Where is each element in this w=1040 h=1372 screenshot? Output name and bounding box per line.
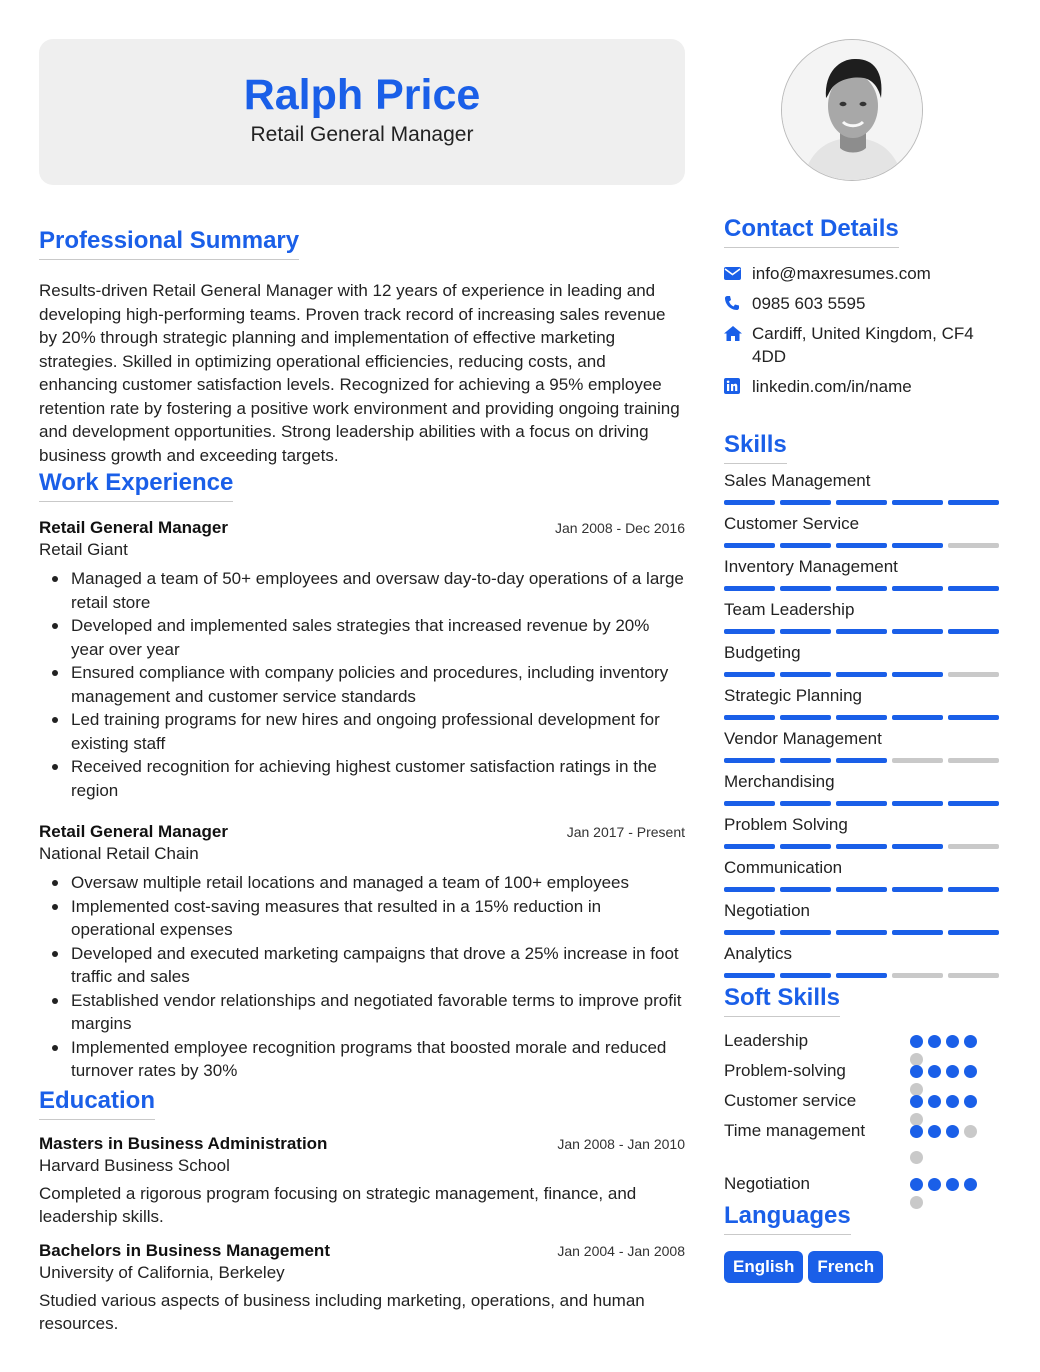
skill-level-segment: [780, 586, 831, 591]
rating-dot: [964, 1065, 977, 1078]
contact-section: [724, 215, 1000, 398]
skill-level-bar: [724, 887, 1000, 892]
skill-level-bar: [724, 930, 1000, 935]
soft-skill-rating: [910, 1065, 982, 1089]
education-heading: Education: [39, 1087, 155, 1120]
skill-level-segment: [836, 930, 887, 935]
skill-item: [724, 513, 1000, 552]
skill-item: [724, 556, 1000, 595]
skill-level-segment: [780, 500, 831, 505]
skill-item: [724, 943, 1000, 982]
summary-section: [39, 227, 685, 467]
contact-linkedin: [724, 375, 1000, 398]
contact-phone: [724, 292, 1000, 315]
skill-level-segment: [948, 543, 999, 548]
skill-level-segment: [780, 672, 831, 677]
skill-level-segment: [892, 887, 943, 892]
list-item: Developed and executed marketing campaigns that drove a 25% increase in foot traffic and sales: [39, 942, 685, 989]
job-date: Jan 2017 - Present: [566, 824, 685, 840]
edu-degree: Masters in Business Administration: [39, 1133, 328, 1153]
skill-level-segment: [892, 844, 943, 849]
skill-level-segment: [836, 543, 887, 548]
skill-level-bar: [724, 629, 1000, 634]
skill-level-segment: [724, 887, 775, 892]
rating-dot: [928, 1035, 941, 1048]
skill-name: Team Leadership: [724, 600, 855, 619]
skill-level-segment: [780, 543, 831, 548]
soft-skill-name: Leadership: [724, 1031, 809, 1050]
phone-text: 0985 603 5595: [752, 294, 866, 313]
edu-school: Harvard Business School: [39, 1155, 230, 1175]
skill-level-segment: [724, 758, 775, 763]
job-entry: [39, 822, 685, 1083]
skill-level-segment: [780, 930, 831, 935]
candidate-name: Ralph Price: [243, 71, 481, 119]
skill-level-segment: [948, 844, 999, 849]
education-section: [39, 1087, 685, 1336]
skill-level-segment: [892, 801, 943, 806]
rating-dot: [910, 1065, 923, 1078]
skill-level-segment: [724, 930, 775, 935]
soft-skill-rating: [910, 1178, 982, 1202]
skill-item: [724, 599, 1000, 638]
home-icon: [724, 322, 752, 344]
soft-skill-item: [724, 1119, 1000, 1172]
rating-dot: [910, 1151, 923, 1164]
skill-level-segment: [780, 887, 831, 892]
skill-level-segment: [948, 629, 999, 634]
rating-dot: [910, 1095, 923, 1108]
skill-name: Strategic Planning: [724, 686, 862, 705]
skill-item: [724, 470, 1000, 509]
languages-heading: Languages: [724, 1202, 851, 1235]
soft-skill-name: Time management: [724, 1121, 866, 1140]
list-item: Led training programs for new hires and ongoing professional development for existing staff: [39, 708, 685, 755]
rating-dot: [964, 1095, 977, 1108]
skill-level-segment: [892, 629, 943, 634]
soft-skill-name: Customer service: [724, 1091, 857, 1110]
skill-level-bar: [724, 973, 1000, 978]
skill-level-segment: [892, 715, 943, 720]
linkedin-icon: [724, 375, 752, 397]
soft-skill-item: [724, 1172, 1000, 1202]
skill-level-bar: [724, 500, 1000, 505]
skill-level-bar: [724, 543, 1000, 548]
skill-name: Communication: [724, 858, 843, 877]
rating-dot: [928, 1065, 941, 1078]
skill-level-segment: [892, 500, 943, 505]
skill-item: [724, 642, 1000, 681]
linkedin-text[interactable]: linkedin.com/in/name: [752, 377, 912, 396]
skill-level-segment: [948, 586, 999, 591]
skill-level-segment: [836, 801, 887, 806]
skill-level-segment: [724, 672, 775, 677]
skill-level-segment: [724, 586, 775, 591]
skill-level-segment: [948, 930, 999, 935]
skill-level-segment: [948, 758, 999, 763]
skill-name: Merchandising: [724, 772, 835, 791]
language-badge: French: [808, 1251, 883, 1283]
skill-item: [724, 728, 1000, 767]
contact-email: [724, 262, 1000, 285]
skill-level-segment: [836, 586, 887, 591]
edu-desc: Studied various aspects of business including marketing, operations, and human resources.: [39, 1290, 645, 1333]
job-date: Jan 2008 - Dec 2016: [555, 520, 685, 536]
skill-level-segment: [892, 672, 943, 677]
skill-item: [724, 857, 1000, 896]
soft-skills-section: [724, 984, 1000, 1202]
summary-text: Results-driven Retail General Manager with 12 years of experience in leading and developing high-performing teams. Proven track record of increasing sales revenue by 20% through strategic planning and implementation of effective marketing strategies. Skilled in optimizing operational efficiencies, reducing costs, and enhancing customer satisfaction levels. Recognized for achieving a 95% employee retention rate by fostering a positive work environment and providing ongoing training and development opportunities. Strong leadership abilities with a focus on driving business growth and exceeding targets.: [39, 281, 680, 465]
list-item: Received recognition for achieving highest customer satisfaction ratings in the region: [39, 755, 685, 802]
rating-dot: [910, 1125, 923, 1138]
rating-dot: [928, 1178, 941, 1191]
skill-level-bar: [724, 844, 1000, 849]
skill-level-segment: [948, 887, 999, 892]
skill-level-segment: [780, 758, 831, 763]
list-item: Oversaw multiple retail locations and managed a team of 100+ employees: [39, 871, 685, 895]
experience-section: [39, 469, 685, 1083]
job-bullets: [39, 871, 685, 1083]
job-role: Retail General Manager: [39, 518, 228, 537]
rating-dot: [928, 1125, 941, 1138]
skill-level-bar: [724, 758, 1000, 763]
job-role: Retail General Manager: [39, 822, 228, 841]
skill-level-segment: [892, 586, 943, 591]
skill-level-segment: [780, 973, 831, 978]
job-bullets: [39, 567, 685, 802]
email-text[interactable]: info@maxresumes.com: [752, 264, 931, 283]
skill-level-segment: [724, 543, 775, 548]
skill-level-segment: [836, 629, 887, 634]
skill-level-segment: [836, 500, 887, 505]
avatar: [781, 39, 923, 181]
list-item: Ensured compliance with company policies and procedures, including inventory management and customer service standards: [39, 661, 685, 708]
soft-skill-rating: [910, 1035, 982, 1059]
skill-item: [724, 685, 1000, 724]
contact-heading: Contact Details: [724, 215, 899, 248]
skill-level-segment: [892, 758, 943, 763]
job-company: National Retail Chain: [39, 844, 199, 863]
skill-level-segment: [836, 973, 887, 978]
job-entry: [39, 518, 685, 802]
list-item: Managed a team of 50+ employees and oversaw day-to-day operations of a large retail store: [39, 567, 685, 614]
edu-school: University of California, Berkeley: [39, 1262, 285, 1282]
rating-dot: [946, 1178, 959, 1191]
list-item: Implemented employee recognition programs that boosted morale and reduced turnover rates by 30%: [39, 1036, 685, 1083]
skill-level-segment: [836, 844, 887, 849]
skill-level-segment: [780, 844, 831, 849]
rating-dot: [928, 1095, 941, 1108]
edu-degree: Bachelors in Business Management: [39, 1240, 330, 1260]
rating-dot: [946, 1095, 959, 1108]
skill-level-bar: [724, 801, 1000, 806]
list-item: Developed and implemented sales strategies that increased revenue by 20% year over year: [39, 614, 685, 661]
rating-dot: [964, 1125, 977, 1138]
skill-level-segment: [836, 672, 887, 677]
skill-name: Budgeting: [724, 643, 801, 662]
skill-item: [724, 771, 1000, 810]
skill-level-bar: [724, 672, 1000, 677]
skill-name: Sales Management: [724, 471, 871, 490]
skill-level-segment: [948, 715, 999, 720]
main-column: [39, 39, 685, 1336]
rating-dot: [964, 1178, 977, 1191]
skill-level-segment: [836, 715, 887, 720]
rating-dot: [946, 1125, 959, 1138]
skill-level-segment: [724, 801, 775, 806]
job-company: Retail Giant: [39, 540, 128, 559]
rating-dot: [946, 1065, 959, 1078]
skill-level-segment: [892, 543, 943, 548]
skill-level-segment: [780, 801, 831, 806]
languages-section: [724, 1202, 1000, 1283]
skill-level-segment: [948, 500, 999, 505]
edu-date: Jan 2004 - Jan 2008: [557, 1242, 685, 1259]
soft-skill-name: Negotiation: [724, 1174, 811, 1193]
soft-skill-rating: [910, 1125, 982, 1172]
skill-level-segment: [724, 715, 775, 720]
rating-dot: [964, 1035, 977, 1048]
experience-heading: Work Experience: [39, 469, 233, 502]
soft-skill-item: [724, 1089, 1000, 1119]
skill-name: Analytics: [724, 944, 793, 963]
rating-dot: [910, 1178, 923, 1191]
skill-name: Inventory Management: [724, 557, 898, 576]
soft-skill-rating: [910, 1095, 982, 1119]
rating-dot: [946, 1035, 959, 1048]
skills-section: [724, 431, 1000, 982]
skill-name: Negotiation: [724, 901, 811, 920]
skills-heading: Skills: [724, 431, 787, 464]
skill-level-bar: [724, 586, 1000, 591]
list-item: Implemented cost-saving measures that resulted in a 15% reduction in operational expenses: [39, 895, 685, 942]
address-text: Cardiff, United Kingdom, CF4 4DD: [752, 324, 974, 366]
skill-item: [724, 814, 1000, 853]
skill-level-segment: [780, 629, 831, 634]
soft-skills-heading: Soft Skills: [724, 984, 840, 1017]
soft-skill-item: [724, 1059, 1000, 1089]
skill-level-bar: [724, 715, 1000, 720]
soft-skill-item: [724, 1029, 1000, 1059]
skill-level-segment: [892, 973, 943, 978]
skill-level-segment: [836, 887, 887, 892]
phone-icon: [724, 292, 752, 314]
skill-name: Vendor Management: [724, 729, 882, 748]
candidate-title: Retail General Manager: [250, 123, 474, 146]
summary-heading: Professional Summary: [39, 227, 299, 260]
skill-level-segment: [724, 500, 775, 505]
skill-level-segment: [724, 844, 775, 849]
education-entry: [39, 1241, 685, 1336]
rating-dot: [910, 1035, 923, 1048]
skill-name: Problem Solving: [724, 815, 848, 834]
list-item: Established vendor relationships and negotiated favorable terms to improve profit margins: [39, 989, 685, 1036]
envelope-icon: [724, 262, 752, 284]
rating-dot: [910, 1196, 923, 1209]
skill-level-segment: [892, 930, 943, 935]
skill-level-segment: [948, 801, 999, 806]
skill-level-segment: [724, 973, 775, 978]
skill-level-segment: [836, 758, 887, 763]
skill-level-segment: [780, 715, 831, 720]
header-box: [39, 39, 685, 185]
language-badge: English: [724, 1251, 803, 1283]
skill-level-segment: [948, 672, 999, 677]
soft-skill-name: Problem-solving: [724, 1061, 846, 1080]
sidebar-column: [724, 39, 1000, 1283]
edu-date: Jan 2008 - Jan 2010: [557, 1135, 685, 1152]
skill-item: [724, 900, 1000, 939]
skill-level-segment: [948, 973, 999, 978]
skill-name: Customer Service: [724, 514, 860, 533]
education-entry: [39, 1134, 685, 1229]
contact-address: [724, 322, 1000, 368]
edu-desc: Completed a rigorous program focusing on strategic management, finance, and leadership skills.: [39, 1183, 637, 1226]
skill-level-segment: [724, 629, 775, 634]
